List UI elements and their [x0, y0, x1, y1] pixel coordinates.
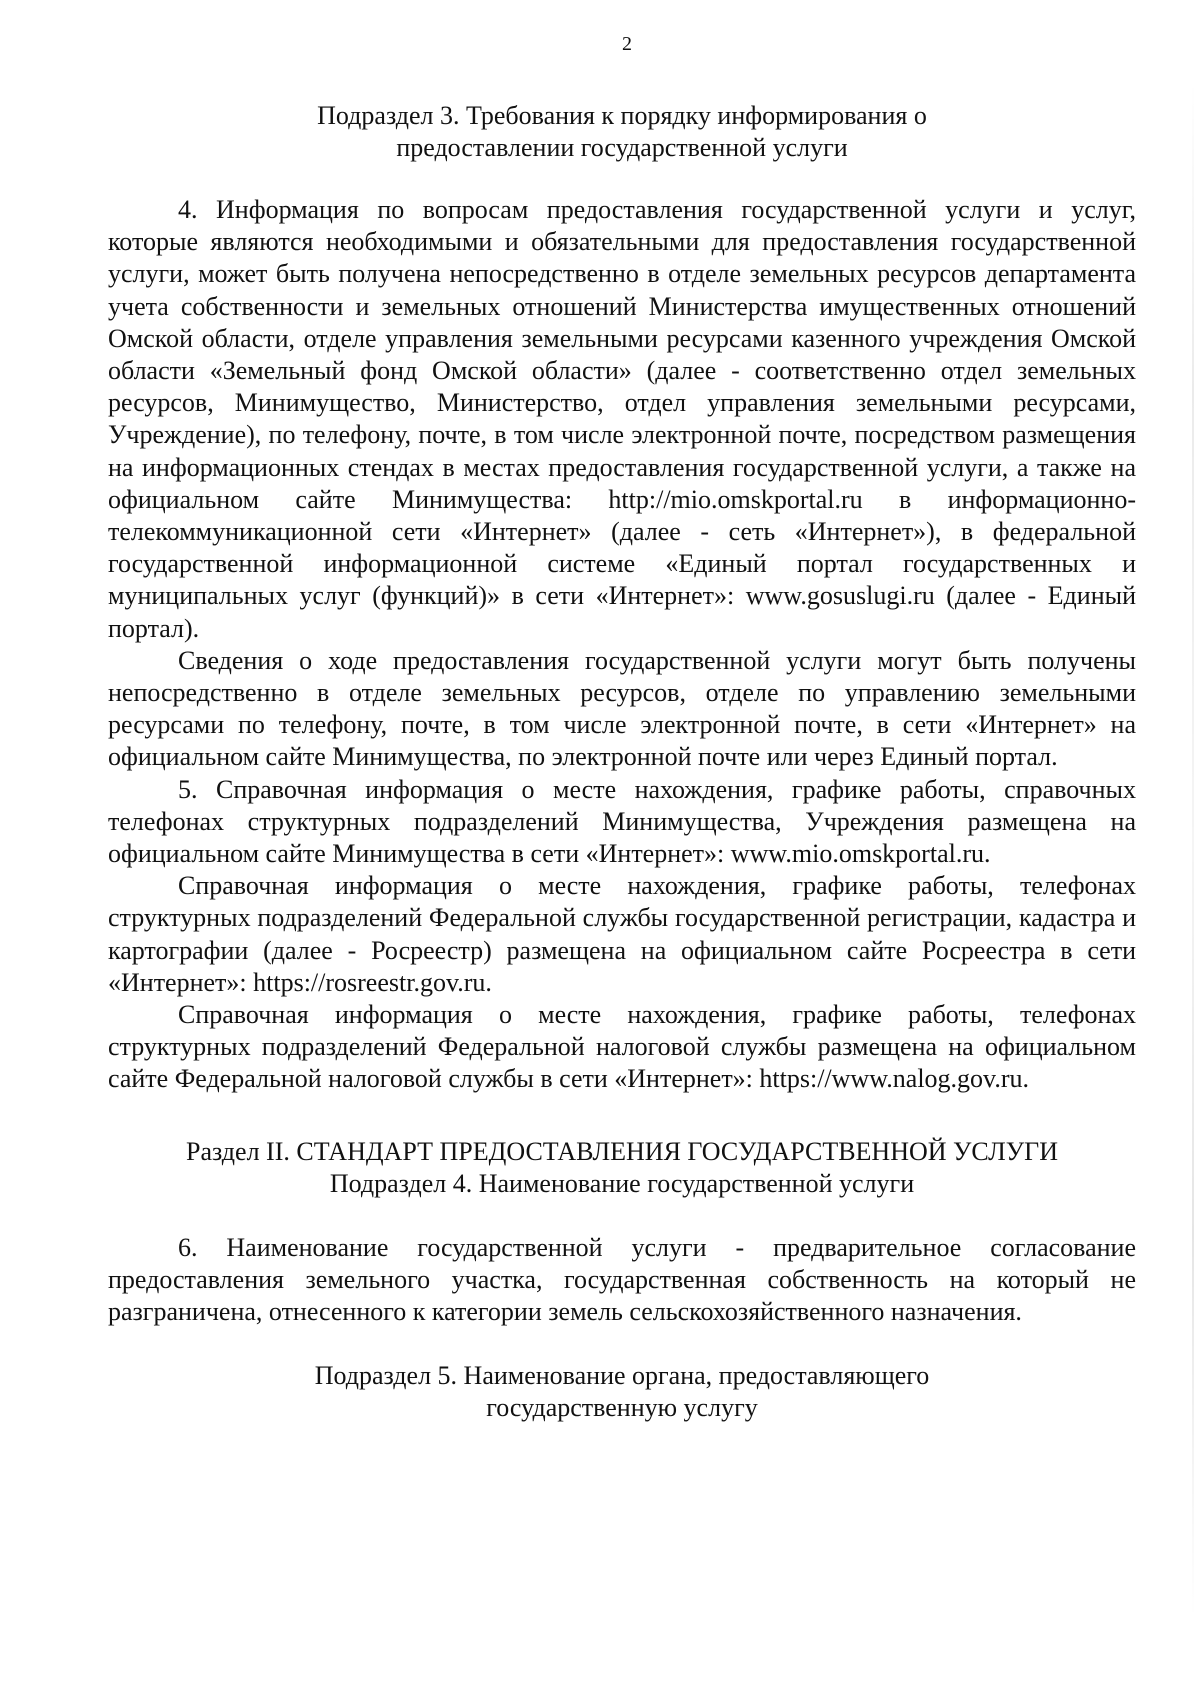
subsection-4-title: Подраздел 4. Наименование государственной услуги: [329, 1168, 915, 1198]
paragraph-progress-info: Сведения о ходе предоставления государственной услуги могут быть получены непосредственно в отделе земельных ресурсов, отделе по управлению земельными ресурсами по телефону, почте, в том числе электронной почте, в сети «Интернет» на официальном сайте Минимущества, по электронной почте или через Единый портал.: [108, 645, 1136, 772]
subsection-3-title-line-1: Подраздел 3. Требования к порядку информирования о: [317, 101, 927, 130]
section-2-heading: [108, 1136, 1136, 1200]
paragraph-reference-info-rosreestr: Справочная информация о месте нахождения, графике работы, телефонах структурных подразделений Федеральной службы государственной регистрации, кадастра и картографии (далее - Росреестр) размещена на официальном сайте Росреестра в сети «Интернет»: https://rosreestr.gov.ru.: [108, 871, 1136, 997]
subsection-3-title-line-2: предоставлении государственной услуги: [396, 133, 848, 162]
document-page: [108, 30, 1136, 1424]
paragraph-5-reference-info-ministry: 5. Справочная информация о месте нахождения, графике работы, справочных телефонах структурных подразделений Минимущества, Учреждения размещена на официальном сайте Минимущества в сети «Интернет»: www.mio.omskportal.ru.: [108, 774, 1136, 869]
subsection-3-heading: [108, 100, 1136, 164]
page-number: 2: [622, 33, 632, 55]
subsection-5-title-line-1: Подраздел 5. Наименование органа, предоставляющего: [314, 1361, 930, 1391]
scan-edge-shadow: [1192, 80, 1194, 1620]
subsection-5-heading: [108, 1360, 1136, 1424]
paragraph-6-service-name: 6. Наименование государственной услуги - предварительное согласование предоставления земельного участка, государственная собственность на который не разграничена, отнесенного к категории земель сельскохозяйственного назначения.: [108, 1232, 1136, 1327]
paragraph-reference-info-tax-service: Справочная информация о месте нахождения, графике работы, телефонах структурных подразделений Федеральной налоговой службы размещена на официальном сайте Федеральной налоговой службы в сети «Интернет»: https://www.nalog.gov.ru.: [108, 1000, 1136, 1094]
section-2-title: Раздел II. СТАНДАРТ ПРЕДОСТАВЛЕНИЯ ГОСУДАРСТВЕННОЙ УСЛУГИ: [186, 1136, 1058, 1166]
subsection-5-title-line-2: государственную услугу: [486, 1393, 758, 1423]
paragraph-4-info-sources: 4. Информация по вопросам предоставления государственной услуги и услуг, которые являются необходимыми и обязательными для предоставления государственной услуги, может быть получена непосредственно в отделе земельных ресурсов департамента учета собственности и земельных отношений Министерства имущественных отношений Омской области, отделе управления земельными ресурсами казенного учреждения Омской области «Земельный фонд Омской области» (далее - соответственно отдел земельных ресурсов, Минимущество, Министерство, отдел управления земельными ресурсами, Учреждение), по телефону, почте, в том числе электронной почте, посредством размещения на информационных стендах в местах предоставления государственной услуги, а также на официальном сайте Минимущества: http://mio.omskportal.ru в информационно-телекоммуникационной сети «Интернет» (далее - сеть «Интернет»), в федеральной государственной информационной системе «Единый портал государственных и муниципальных услуг (функций)» в сети «Интернет»: www.gosuslugi.ru (далее - Единый портал).: [108, 195, 1136, 643]
